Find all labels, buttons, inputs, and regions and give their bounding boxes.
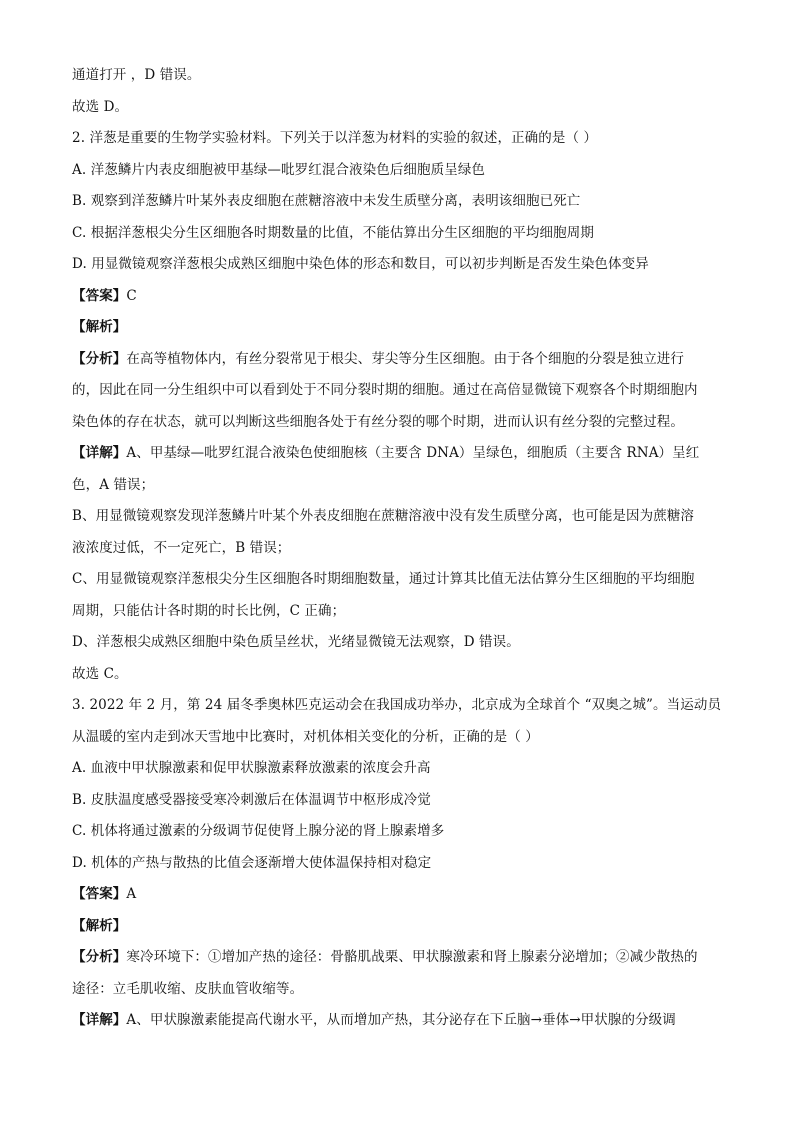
question-3-stem-cont: 从温暖的室内走到冰天雪地中比赛时，对机体相关变化的分析，正确的是（ ） bbox=[72, 729, 539, 745]
text-line: 故选 C。 bbox=[72, 666, 128, 682]
text-line: 染色体的存在状态，就可以判断这些细胞各处于有丝分裂的哪个时期，进而认识有丝分裂的完整过程。 bbox=[72, 414, 684, 430]
question-2-answer: 【答案】C bbox=[72, 288, 137, 304]
text-line: C、用显微镜观察洋葱根尖分生区细胞各时期细胞数量，通过计算其比值无法估算分生区细胞的平均细胞 bbox=[72, 571, 695, 587]
text-line: 的，因此在同一分生组织中可以看到处于不同分裂时期的细胞。通过在高倍显微镜下观察各个时期细胞内 bbox=[72, 382, 698, 398]
text-line: 周期，只能估计各时期的时长比例，C 正确； bbox=[72, 603, 346, 619]
fenxi-tag: 【分析】 bbox=[72, 949, 127, 965]
question-3-answer: 【答案】A bbox=[72, 886, 137, 902]
question-2-analysis-heading bbox=[72, 318, 722, 336]
question-3-option-b: B. 皮肤温度感受器接受寒冷刺激后在体温调节中枢形成冷觉 bbox=[72, 792, 431, 808]
analysis-tag: 【解析】 bbox=[72, 319, 127, 335]
text-line: D、洋葱根尖成熟区细胞中染色质呈丝状，光绪显微镜无法观察，D 错误。 bbox=[72, 634, 520, 650]
question-2-fenxi: 【分析】在高等植物体内，有丝分裂常见于根尖、芽尖等分生区细胞。由于各个细胞的分裂是独立进行 bbox=[72, 351, 685, 367]
fenxi-tag: 【分析】 bbox=[72, 351, 127, 367]
question-3-option-a: A. 血液中甲状腺激素和促甲状腺激素释放激素的浓度会升高 bbox=[72, 760, 431, 776]
question-2-xiangjie: 【详解】A、甲基绿—吡罗红混合液染色使细胞核（主要含 DNA）呈绿色，细胞质（主要含 RNA）呈红 bbox=[72, 445, 700, 461]
question-3-xiangjie: 【详解】A、甲状腺激素能提高代谢水平，从而增加产热，其分泌存在下丘脑→垂体→甲状腺的分级调 bbox=[72, 1012, 676, 1028]
question-2-option-a: A. 洋葱鳞片内表皮细胞被甲基绿—吡罗红混合液染色后细胞质呈绿色 bbox=[72, 162, 486, 178]
question-3-fenxi: 【分析】寒冷环境下：①增加产热的途径：骨骼肌战栗、甲状腺激素和肾上腺素分泌增加；②减少散热的 bbox=[72, 949, 698, 965]
text-line: 故选 D。 bbox=[72, 99, 129, 115]
text-line: B、用显微镜观察发现洋葱鳞片叶某个外表皮细胞在蔗糖溶液中没有发生质壁分离，也可能是因为蔗糖溶 bbox=[72, 508, 695, 524]
text-line: 通道打开 ，D 错误。 bbox=[72, 67, 201, 83]
question-3-analysis-heading bbox=[72, 917, 722, 935]
question-3-stem: 3. 2022 年 2 月，第 24 届冬季奥林匹克运动会在我国成功举办，北京成为全球首个 “双奥之城”。当运动员 bbox=[72, 697, 722, 713]
text-line: 色，A 错误； bbox=[72, 477, 155, 493]
answer-tag: 【答案】 bbox=[72, 288, 127, 304]
question-3-option-c: C. 机体将通过激素的分级调节促使肾上腺分泌的肾上腺素增多 bbox=[72, 823, 445, 839]
xiangjie-tag: 【详解】 bbox=[72, 1012, 127, 1028]
answer-tag: 【答案】 bbox=[72, 886, 127, 902]
question-3-option-d: D. 机体的产热与散热的比值会逐渐增大使体温保持相对稳定 bbox=[72, 855, 432, 871]
question-2-option-c: C. 根据洋葱根尖分生区细胞各时期数量的比值，不能估算出分生区细胞的平均细胞周期 bbox=[72, 225, 594, 241]
question-2-stem: 2. 洋葱是重要的生物学实验材料。下列关于以洋葱为材料的实验的叙述，正确的是（ ） bbox=[72, 130, 598, 146]
question-2-option-d: D. 用显微镜观察洋葱根尖成熟区细胞中染色体的形态和数目，可以初步判断是否发生染色体变异 bbox=[72, 256, 649, 272]
text-line: 液浓度过低，不一定死亡，B 错误； bbox=[72, 540, 291, 556]
question-2-option-b: B. 观察到洋葱鳞片叶某外表皮细胞在蔗糖溶液中未发生质壁分离，表明该细胞已死亡 bbox=[72, 193, 581, 209]
xiangjie-tag: 【详解】 bbox=[72, 445, 127, 461]
text-line: 途径：立毛肌收缩、皮肤血管收缩等。 bbox=[72, 981, 304, 997]
analysis-tag: 【解析】 bbox=[72, 918, 127, 934]
